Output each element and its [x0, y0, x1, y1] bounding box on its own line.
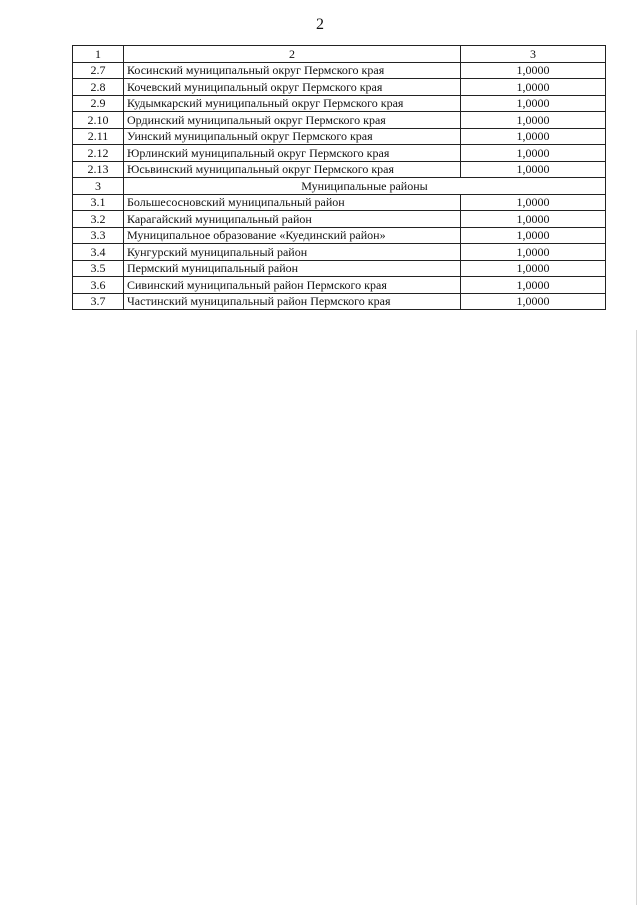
row-value: 1,0000: [461, 112, 606, 129]
row-number: 3.7: [73, 293, 124, 310]
row-name: Косинский муниципальный округ Пермского края: [124, 62, 461, 79]
row-value: 1,0000: [461, 227, 606, 244]
scan-edge-line: [636, 330, 637, 905]
header-col-1: 1: [73, 46, 124, 63]
row-number: 3.1: [73, 194, 124, 211]
coefficients-table: [72, 45, 606, 310]
row-name: Кочевский муниципальный округ Пермского края: [124, 79, 461, 96]
row-number: 3.6: [73, 277, 124, 294]
table-row: [73, 145, 606, 162]
row-value: 1,0000: [461, 145, 606, 162]
row-name: Юрлинский муниципальный округ Пермского края: [124, 145, 461, 162]
table-row: [73, 112, 606, 129]
section-title: Муниципальные районы: [124, 178, 606, 195]
section-number: 3: [73, 178, 124, 195]
table-row: [73, 277, 606, 294]
table-row: [73, 244, 606, 261]
table-body: [73, 46, 606, 310]
row-name: Карагайский муниципальный район: [124, 211, 461, 228]
table-header-row: [73, 46, 606, 63]
table-row: [73, 95, 606, 112]
table-row: [73, 62, 606, 79]
row-number: 2.9: [73, 95, 124, 112]
header-col-3: 3: [461, 46, 606, 63]
row-name: Пермский муниципальный район: [124, 260, 461, 277]
row-number: 2.13: [73, 161, 124, 178]
row-name: Ординский муниципальный округ Пермского края: [124, 112, 461, 129]
table-row: [73, 211, 606, 228]
table-row: [73, 293, 606, 310]
row-number: 2.11: [73, 128, 124, 145]
row-number: 2.10: [73, 112, 124, 129]
row-value: 1,0000: [461, 128, 606, 145]
row-value: 1,0000: [461, 194, 606, 211]
row-number: 2.8: [73, 79, 124, 96]
row-number: 3.4: [73, 244, 124, 261]
table-row: [73, 161, 606, 178]
row-name: Большесосновский муниципальный район: [124, 194, 461, 211]
row-name: Кунгурский муниципальный район: [124, 244, 461, 261]
row-name: Сивинский муниципальный район Пермского края: [124, 277, 461, 294]
table-row: [73, 260, 606, 277]
table-row: [73, 128, 606, 145]
row-value: 1,0000: [461, 79, 606, 96]
row-value: 1,0000: [461, 161, 606, 178]
row-number: 2.12: [73, 145, 124, 162]
row-number: 3.3: [73, 227, 124, 244]
row-value: 1,0000: [461, 293, 606, 310]
row-name: Кудымкарский муниципальный округ Пермского края: [124, 95, 461, 112]
row-name: Юсьвинский муниципальный округ Пермского края: [124, 161, 461, 178]
row-name: Уинский муниципальный округ Пермского края: [124, 128, 461, 145]
header-col-2: 2: [124, 46, 461, 63]
page-number: 2: [316, 16, 324, 33]
row-number: 3.5: [73, 260, 124, 277]
table-row: [73, 227, 606, 244]
row-value: 1,0000: [461, 260, 606, 277]
row-number: 3.2: [73, 211, 124, 228]
section-row-municipal-districts: [73, 178, 606, 195]
table-row: [73, 79, 606, 96]
row-number: 2.7: [73, 62, 124, 79]
row-name: Частинский муниципальный район Пермского края: [124, 293, 461, 310]
row-value: 1,0000: [461, 277, 606, 294]
row-value: 1,0000: [461, 211, 606, 228]
table-row: [73, 194, 606, 211]
row-value: 1,0000: [461, 62, 606, 79]
row-value: 1,0000: [461, 244, 606, 261]
row-name: Муниципальное образование «Куединский район»: [124, 227, 461, 244]
row-value: 1,0000: [461, 95, 606, 112]
